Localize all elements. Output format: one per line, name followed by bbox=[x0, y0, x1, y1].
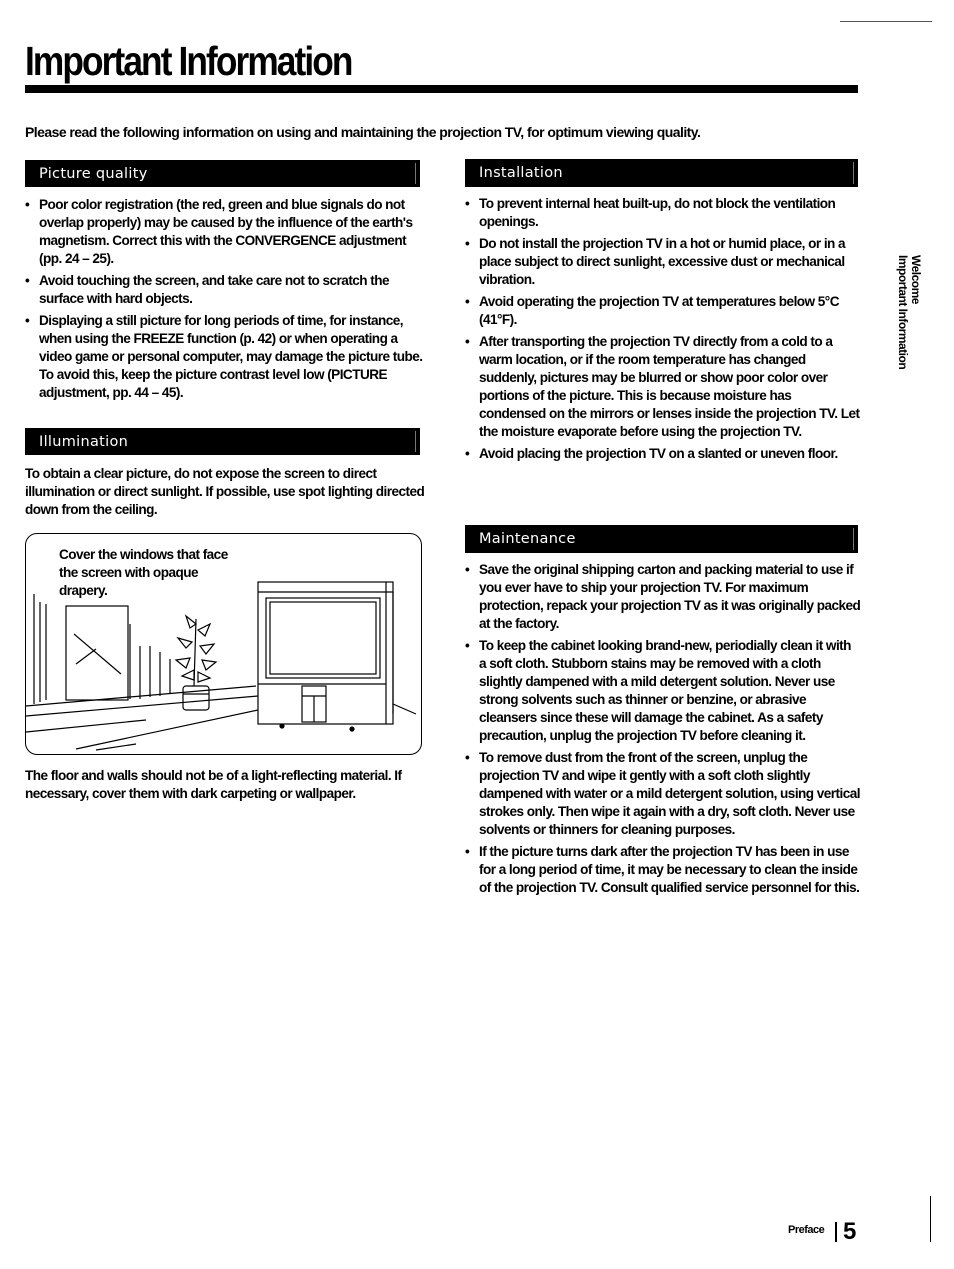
section-heading-picture-quality bbox=[25, 160, 420, 187]
list-item: • To prevent internal heat built-up, do not block the ventilation openings. bbox=[465, 195, 861, 231]
room-illustration bbox=[25, 533, 422, 755]
illumination-text: To obtain a clear picture, do not expose the screen to direct illumination or direct sunlight. If possible, use spot lighting directed down from the ceiling. bbox=[25, 466, 425, 517]
side-tab-section: Important Information bbox=[896, 255, 910, 370]
illumination-after-text: The floor and walls should not be of a light-reflecting material. If necessary, cover them with dark carpeting or wallpaper. bbox=[25, 768, 402, 801]
list-item: • Do not install the projection TV in a hot or humid place, or in a place subject to direct sunlight, excessive dust or mechanical vibration. bbox=[465, 235, 861, 289]
installation-list bbox=[465, 195, 861, 467]
section-heading-illumination bbox=[25, 428, 420, 455]
side-tab bbox=[892, 255, 922, 385]
footer-divider bbox=[835, 1222, 837, 1242]
section-heading-installation bbox=[465, 159, 858, 187]
list-item: • If the picture turns dark after the projection TV has been in use for a long period of time, it may be necessary to clean the inside of the projection TV. Consult qualified service personnel for this. bbox=[465, 843, 861, 897]
list-item: • Save the original shipping carton and packing material to use if you ever have to ship your projection TV. For maximum protection, repack your projection TV as it was originally packed at the factory. bbox=[465, 561, 861, 633]
list-item: • Avoid operating the projection TV at temperatures below 5°C (41°F). bbox=[465, 293, 861, 329]
section-heading-label: Picture quality bbox=[39, 165, 148, 182]
list-item: • Poor color registration (the red, green and blue signals do not overlap properly) may be caused by the influence of the earth's magnetism. Correct this with the CONVERGENCE adjustment (pp. 24 – 25). bbox=[25, 196, 423, 268]
side-tab-chapter: Welcome bbox=[909, 255, 923, 304]
list-item: • Avoid placing the projection TV on a slanted or uneven floor. bbox=[465, 445, 861, 463]
intro-text: Please read the following information on using and maintaining the projection TV, for optimum viewing quality. bbox=[25, 124, 701, 140]
list-item: • Avoid touching the screen, and take care not to scratch the surface with hard objects. bbox=[25, 272, 423, 308]
picture-quality-list bbox=[25, 196, 423, 406]
section-heading-label: Illumination bbox=[39, 433, 129, 450]
figure-caption: Cover the windows that face the screen with opaque drapery. bbox=[59, 547, 228, 598]
title-rule bbox=[25, 85, 858, 93]
footer-section-label: Preface bbox=[788, 1224, 825, 1236]
section-heading-label: Installation bbox=[479, 165, 563, 181]
list-item: • To remove dust from the front of the screen, unplug the projection TV and wipe it gently with a soft cloth slightly dampened with water or a mild detergent solution, using vertical strokes only. Then wipe it again with a dry, soft cloth. Never use solvents or thinners for cleaning purposes. bbox=[465, 749, 861, 839]
page-number: 5 bbox=[843, 1218, 857, 1245]
top-decorative-rule bbox=[840, 21, 932, 22]
page-title: Important Information bbox=[25, 38, 352, 84]
maintenance-list bbox=[465, 561, 861, 901]
section-heading-maintenance bbox=[465, 525, 858, 553]
list-item: • Displaying a still picture for long periods of time, for instance, when using the FREEZE function (p. 42) or when operating a video game or personal computer, may damage the picture tube. To avoid this, keep the picture contrast level low (PICTURE adjustment, pp. 44 – 45). bbox=[25, 312, 423, 402]
section-heading-label: Maintenance bbox=[479, 531, 576, 547]
list-item: • After transporting the projection TV directly from a cold to a warm location, or if the room temperature has changed suddenly, pictures may be blurred or show poor color over portions of the picture. This is because moisture has condensed on the mirrors or lenses inside the projection TV. Let the moisture evaporate before using the projection TV. bbox=[465, 333, 861, 441]
list-item: • To keep the cabinet looking brand-new, periodially clean it with a soft cloth. Stubborn stains may be removed with a cloth slightly dampened with a mild detergent solution. Never use strong solvents such as thinner or benzine, or abrasive cleansers since these will damage the cabinet. As a safety precaution, unplug the projection TV before cleaning it. bbox=[465, 637, 861, 745]
right-edge-rule bbox=[930, 1196, 931, 1242]
